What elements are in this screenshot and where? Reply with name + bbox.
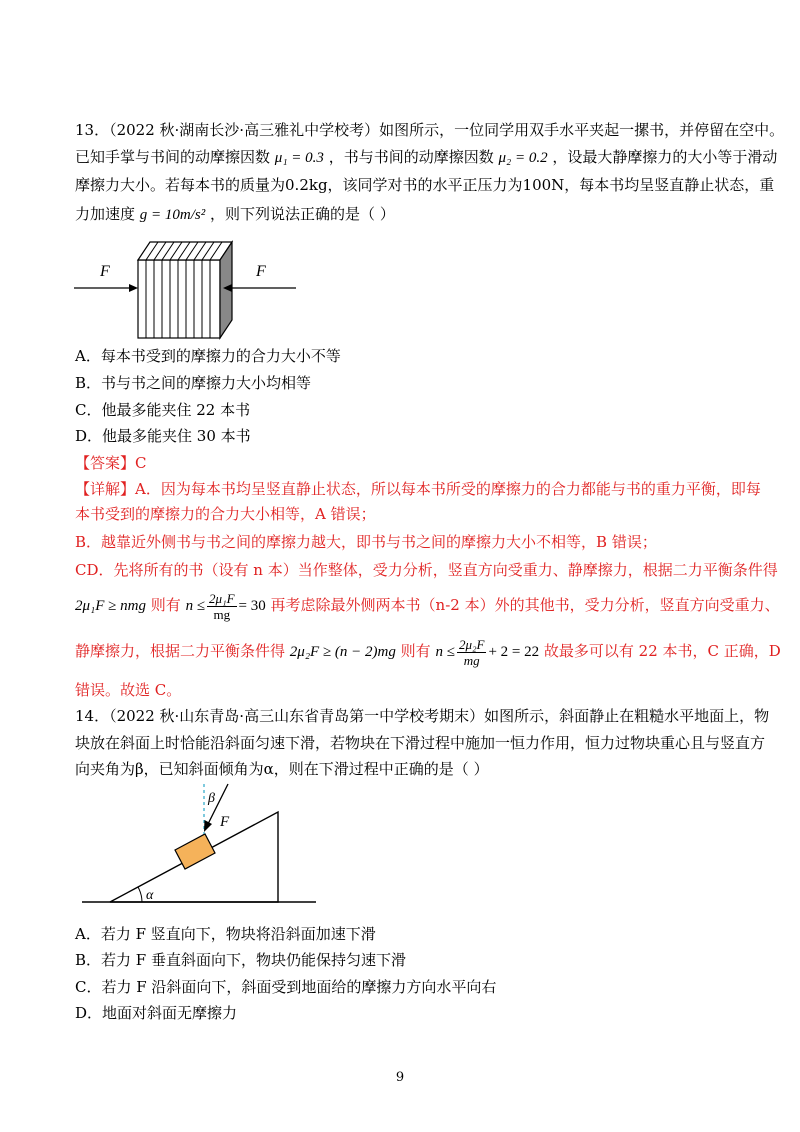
q14-option-c: C．若力 F 沿斜面向下，斜面受到地面给的摩擦力方向水平向右 (75, 978, 497, 996)
alpha-arc (138, 887, 142, 902)
q13-stem-text: ，设最大静摩擦力的大小等于滑动 (552, 148, 778, 166)
q14-option-b: B．若力 F 垂直斜面向下，物块仍能保持匀速下滑 (75, 951, 406, 969)
force-label-left: F (100, 263, 110, 280)
q14-stem-line2: 块放在斜面上时恰能沿斜面匀速下滑，若物块在下滑过程中施加一恒力作用，恒力过物块重心且与竖直方 (75, 734, 766, 752)
q13-explain-line1: 【详解】A．因为每本书均呈竖直静止状态，所以每本书所受的摩擦力的合力都能与书的重力平衡，即每 (75, 480, 761, 498)
explain-text: 故最多可以有 22 本书，C 正确，D (543, 642, 781, 660)
q13-explain-line3: B．越靠近外侧书与书之间的摩擦力越大，即书与书之间的摩擦力大小不相等，B 错误； (75, 533, 657, 551)
mu2-expr: μ₂ = 0.2 (498, 150, 548, 166)
q14-stem-line3: 向夹角为β，已知斜面倾角为α，则在下滑过程中正确的是（ ） (75, 760, 489, 778)
fraction-1-num: 2μ₁F (209, 590, 235, 606)
arrowhead-left (129, 284, 138, 292)
q13-option-b: B．书与书之间的摩擦力大小均相等 (75, 374, 312, 392)
alpha-label: α (146, 888, 154, 903)
force-label: F (220, 814, 230, 830)
result-2: + 2 = 22 (488, 644, 540, 660)
fraction-2 (457, 637, 487, 668)
q13-option-c: C．他最多能夹住 22 本书 (75, 401, 251, 419)
q13-answer: 【答案】C (75, 454, 147, 472)
q13-explain-line7: 错误。故选 C。 (75, 681, 182, 699)
page-number: 9 (395, 1070, 405, 1085)
books-figure (70, 232, 300, 340)
incline-figure (80, 780, 320, 910)
books-front (138, 260, 220, 338)
n-leq: n ≤ (185, 598, 206, 614)
result-1: = 30 (238, 598, 266, 614)
explain-text: 再考虑除最外侧两本书（n-2 本）外的其他书，受力分析，竖直方向受重力、 (270, 596, 780, 614)
fraction-2-den: mg (463, 652, 480, 668)
explain-text: 静摩擦力，根据二力平衡条件得 (75, 642, 286, 660)
force-arrowhead (204, 820, 212, 832)
fraction-1-den: mg (213, 606, 231, 622)
q13-explain-line5 (75, 586, 780, 625)
mu1-expr: μ₁ = 0.3 (274, 150, 324, 166)
fraction-2-num: 2μ₂F (458, 636, 485, 652)
n-leq: n ≤ (435, 644, 455, 660)
fraction-1 (207, 591, 237, 622)
q13-explain-line4: CD．先将所有的书（设有 n 本）当作整体，受力分析，竖直方向受重力、静摩擦力，根据二力平衡条件得 (75, 561, 778, 579)
q13-stem-line4 (75, 204, 395, 225)
inequality-2: 2μ₂F ≥ (n − 2)mg (289, 644, 396, 660)
force-label-right: F (256, 263, 266, 280)
explain-text: 则有 (400, 642, 431, 660)
q13-stem-line2 (75, 147, 777, 168)
g-expr: g = 10m/s² (139, 207, 206, 223)
inequality-1: 2μ₁F ≥ nmg (75, 598, 146, 614)
q13-option-d: D．他最多能夹住 30 本书 (75, 427, 251, 445)
q14-stem-line1: 14．（2022 秋·山东青岛·高三山东省青岛第一中学校考期末）如图所示，斜面静止在粗糙水平地面上，物 (75, 707, 770, 725)
q13-stem-text: ，书与书间的动摩擦因数 (328, 148, 494, 166)
q13-option-a: A．每本书受到的摩擦力的合力大小不等 (75, 347, 341, 365)
q13-explain-line6 (75, 632, 781, 671)
beta-label: β (208, 791, 215, 806)
q13-stem-text: 已知手掌与书间的动摩擦因数 (75, 148, 271, 166)
q14-option-d: D．地面对斜面无摩擦力 (75, 1004, 238, 1022)
q13-stem-line3: 摩擦力大小。若每本书的质量为0.2kg，该同学对书的水平正压力为100N，每本书均呈竖直静止状态，重 (75, 176, 775, 194)
q13-stem-text: 力加速度 (75, 205, 136, 223)
q13-stem-text: ，则下列说法正确的是（ ） (210, 205, 395, 223)
q14-option-a: A．若力 F 竖直向下，物块将沿斜面加速下滑 (75, 925, 376, 943)
q13-explain-line2: 本书受到的摩擦力的合力大小相等，A 错误； (75, 505, 376, 523)
explain-text: 则有 (150, 596, 181, 614)
q13-stem-line1: 13．（2022 秋·湖南长沙·高三雅礼中学校考）如图所示，一位同学用双手水平夹起一摞书，并停留在空中。 (75, 121, 785, 139)
